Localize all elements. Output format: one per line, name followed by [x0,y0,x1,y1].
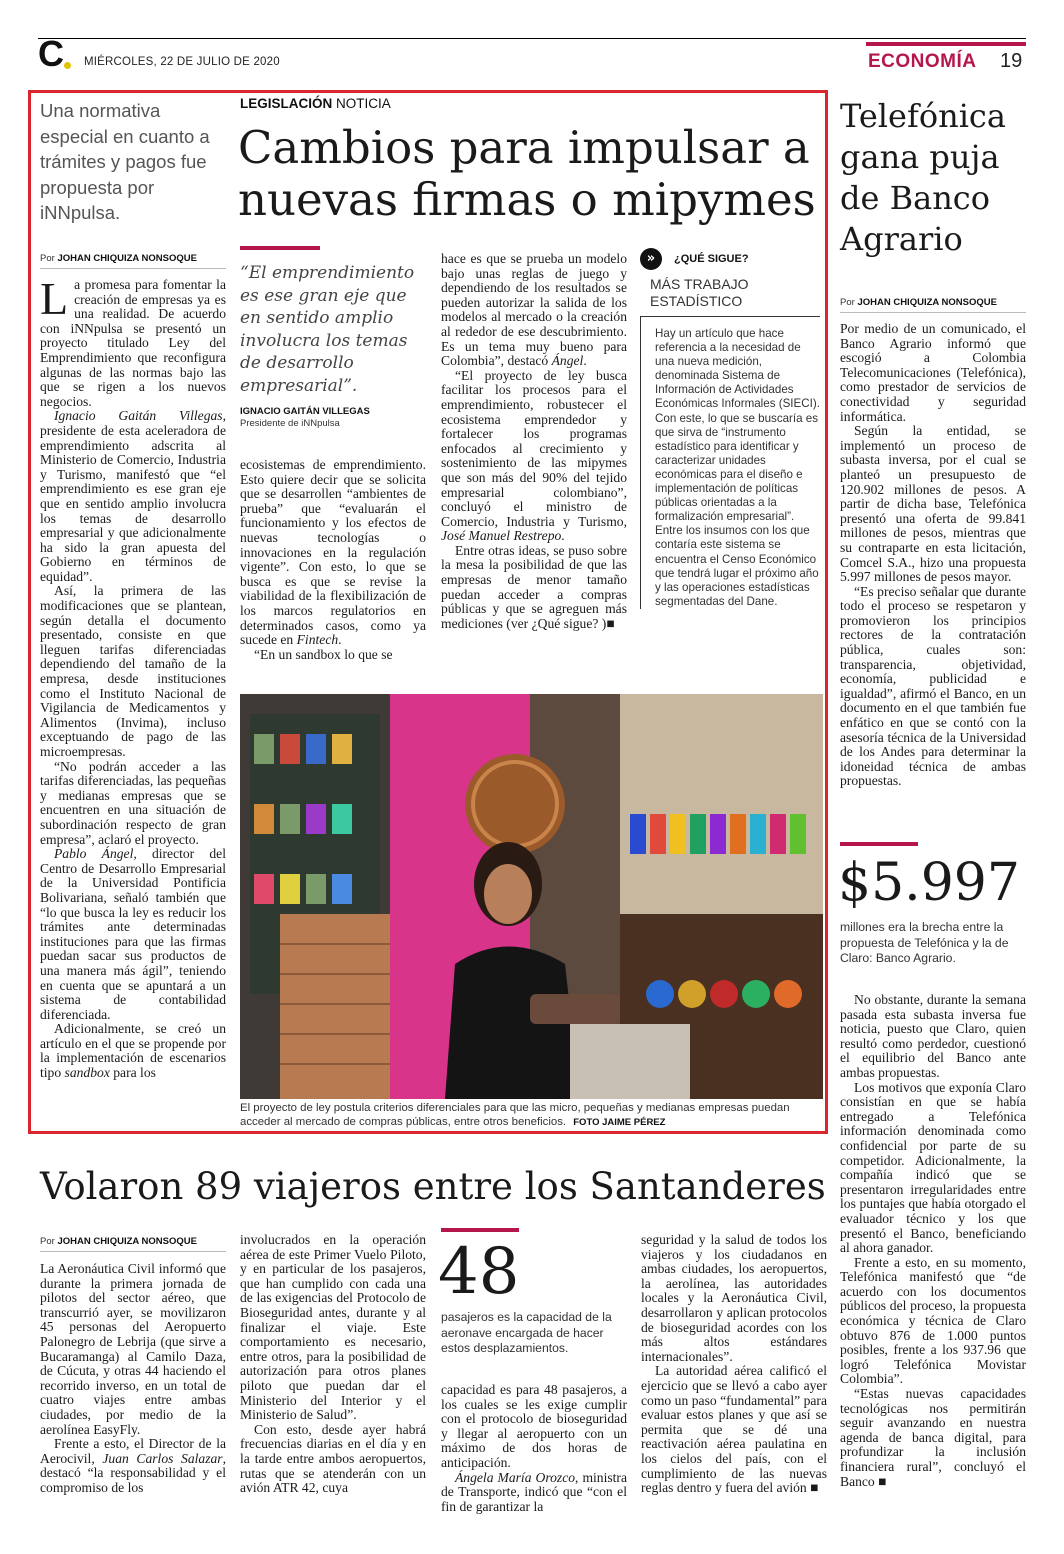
bottom-headline: Volaron 89 viajeros entre los Santanderes [40,1165,826,1208]
sidebar-next-steps [640,248,820,609]
chevron-right-icon: » [640,248,662,270]
section-rule [866,42,1026,46]
right-col-top: Por medio de un comunicado, el Banco Agrario informó que escogió a Colombia Telecomunicaciones (Telefónica), como prestador de servicios de conectividad y seguridad informática. Según la entidad, se implementó un proceso de subasta inversa, por el cual se planteó un presupuesto de 120.902 millones de pesos. A partir de dicha base, Telefónica presentó una oferta de 99.841 millones de pesos, mientras que su contraparte en esta licitación, Comcel S.A., hizo una propuesta 5.997 millones de pesos mayor. “Es preciso señalar que durante todo el proceso se respetaron y promovieron los principios rectores de la contratación pública, cuales son: transparencia, objetividad, economía, publicidad e igualdad”, afirmó el Banco, en un documento en el que también fue enfático en que se contó con la asesoría técnica de la Universidad de los Andes para determinar la idoneidad técnica de ambas propuestas. [840,321,1026,789]
kicker-bold: LEGISLACIÓN [240,96,333,111]
header-date: MIÉRCOLES, 22 DE JULIO DE 2020 [84,56,280,68]
section-name: ECONOMÍA [868,51,977,72]
photo-caption: El proyecto de ley postula criterios diferenciales para que las micro, pequeñas y medianas empresas puedan acceder al mercado de compras públicas, entre otros beneficios. FOTO JAIME PÉREZ [240,1102,790,1128]
logo-letter: C [38,33,64,74]
bottom-number-rule [441,1228,519,1232]
article-summary: Una normativa especial en cuanto a trámites y pagos fue propuesta por iNNpulsa. [40,100,210,223]
article-kicker [240,96,391,111]
photo-credit: FOTO JAIME PÉREZ [573,1116,666,1128]
dropcap: L [40,273,69,324]
pull-quote: “El emprendimiento es ese gran eje que en sentido amplio involucra los temas de desarrollo empresarial”. [240,263,415,396]
page-number: 19 [1000,50,1023,72]
right-big-number: $5.997 [838,853,1020,913]
main-col-1: La promesa para fomentar la creación de empresas ya es una realidad. De acuerdo con iNNpulsa se presentó un proyecto titulado Ley del Emprendimiento que reconfigura algunas de las normas bajo las que se rigen a los nuevos negocios. Ignacio Gaitán Villegas, presidente de esta aceleradora de emprendimiento adscrita al Ministerio de Comercio, Industria y Turismo, manifestó que “el emprendimiento es ese gran eje que en sentido amplio involucra los temas de desarrollo empresarial y que adicionalmente ha sido la gran apuesta del Gobierno en términos de equidad”. Así, la primera de las modificaciones que se plantean, según detalla el documento presentado, consiste en que lleguen tarifas diferenciadas dependiendo del tamaño de la empresa, desde instituciones como el Instituto Nacional de Vigilancia de Medicamentos y Alimentos (Invima), incluso exceptuando de pago de las microempresas. “No podrán acceder a las tarifas diferenciadas, las pequeñas y medianas empresas que se encuentren en una situación de subordinación respecto de gran empresa”, aclaró el proyecto. Pablo Ángel, director del Centro de Desarrollo Empresarial de la Universidad Pontificia Bolivariana, señaló también que “lo que busca la ley es reducir los trámites ante determinadas instituciones para que las firmas puedan sacar sus productos de una manera más ágil”, teniendo en cuenta que se apuntará a un sistema de contabilidad diferenciada. Adicionalmente, se creó un artículo en el que se propende por la implementación de escenarios tipo sandbox para los [40,273,226,1081]
main-col-3: hace es que se prueba un modelo bajo unas reglas de juego y dependiendo de los resultados se pueden autorizar la salida de los modelos al mercado o la creación al rededor de ese descubrimiento. Es un tema muy bueno para Colombia”, destacó Ángel. “El proyecto de ley busca facilitar los procesos para el emprendimiento, robustecer el ecosistema emprendedor y fortalecer los programas enfocados al crecimiento y sostenimiento de las mipymes que son más del 90% del tejido empresarial colombiano”, concluyó el ministro de Comercio, Industria y Turismo, José Manuel Restrepo. Entre otras ideas, se puso sobre la mesa la posibilidad de que las empresas de menor tamaño puedan acceder a compras públicas y que se agreguen más mediciones (ver ¿Qué sigue? )■ [441,251,627,631]
bottom-col-2: involucrados en la operación aérea de este Primer Vuelo Piloto, y en particular de los pasajeros, que han cumplido con cada una de las exigencias del Protocolo de Bioseguridad antes, durante y al finalizar el viaje. Este comportamiento es necesario, entre otros, para la posibilidad de autorización para otros planes piloto que puedan dar el Ministerio del Interior y el Ministerio de Salud”. Con esto, desde ayer habrá frecuencias diarias en el día y en la tarde entre ambos aeropuertos, rutas que se atenderán con un avión ATR 42, cuya [240,1232,426,1496]
bottom-col-4: seguridad y la salud de todos los viajeros y los ciudadanos en ambas ciudades, los aeropuertos, la aerolínea, las autoridades locales y la Aeronáutica Civil, desarrollaron y aplican protocolos de bioseguridad acordes con los más altos estándares internacionales”. La autoridad aérea calificó el ejercicio que se llevó a cabo ayer como un paso “fundamental” para evaluar estos planes y que así se permita que se dé una reactivación aérea paulatina en los cielos del país, con el cumplimiento de las nuevas reglas dentro y fuera del avión ■ [641,1232,827,1496]
right-byline-rule [840,312,1026,313]
quote-name: IGNACIO GAITÁN VILLEGAS [240,406,370,417]
bottom-byline-rule [40,1251,226,1252]
bottom-col-3: capacidad es para 48 pasajeros, a los cuales se les exige cumplir con el protocolo de bioseguridad y llegar al aeropuerto con un máximo de dos horas de anticipación. Ángela María Orozco, ministra de Transporte, indicó que “con el fin de garantizar la [441,1382,627,1514]
shop-photo-illustration [240,694,823,1099]
byline-name: JOHAN CHIQUIZA NONSOQUE [57,253,197,264]
right-big-number-caption: millones era la brecha entre la propuesta de Telefónica y la de Claro: Banco Agrario. [840,920,1009,965]
quote-rule [240,246,320,250]
byline-rule [40,268,226,269]
right-byline: Por JOHAN CHIQUIZA NONSOQUE [840,297,997,308]
header-rule [38,38,1026,39]
main-byline: Por JOHAN CHIQUIZA NONSOQUE [40,253,197,264]
sidebar-text: Hay un artículo que hace referencia a la necesidad de una nueva medición, denominada Sistema de Información de Actividades Económicas Informales (SIECI). Con este, lo que se buscaría es que sirva de “instrumento estadístico para identificar y caracterizar unidades económicas para el diseño e implementación de políticas públicas orientadas a la formalización empresarial”. Entre los insumos con los que contaría este sistema se encuentra el Censo Económico que tendrá lugar el próximo año y las operaciones estadísticas segmentadas del Dane. [655,327,820,608]
right-col-bottom: No obstante, durante la semana pasada esta subasta inversa fue noticia, puesto que Claro, quien resultó como perdedor, cuestionó el equilibrio del Banco ante ambas propuestas. Los motivos que exponía Claro consistían en que se había entregado a Telefónica información denominada como confidencial por parte de su competidor. Adicionalmente, la compañía indicó que se presentaron irregularidades entre los puntajes que había otorgado el evaluador técnico y los que presentó el Banco, beneficiando al ahora ganador. Frente a esto, en su momento, Telefónica manifestó que “de acuerdo con los documentos públicos del proceso, la propuesta económica y técnica de Claro obtuvo 876 de 1.000 puntos posibles, frente a los 937.96 que logró Telefónica Movistar Colombia”. “Estas nuevas capacidades tecnológicas nos permitirán seguir avanzando en nuestra agenda de banca digital, para profundizar la inclusión financiera rural”, concluyó el Banco ■ [840,992,1026,1489]
sidebar-header [640,248,820,270]
main-col-2: ecosistemas de emprendimiento. Esto quiere decir que se solicita que se desarrollen “ambientes de prueba” que “evaluarán el funcionamiento y los efectos de nuevas tecnologías o innovaciones en la regulación vigente”. Con esto, lo que se busca es que se revise la viabilidad de la flexibilización de los marcos regulatorios en determinados casos, como ya sucede en Fintech. “En un sandbox lo que se [240,457,426,662]
bottom-byline: Por JOHAN CHIQUIZA NONSOQUE [40,1236,197,1247]
main-headline: Cambios para impulsar a nuevas firmas o mipymes [238,121,816,226]
bottom-col-1: La Aeronáutica Civil informó que durante la primera jornada de pilotos del sector aéreo, que transcurrió ayer, se movilizaron 45 personas del Aeropuerto Palonegro de Lebrija (que sirve a Bucaramanga) al Camilo Daza, de Cúcuta, y otras 44 haciendo el recorrido inverso, en un total de cuatro viajes entre ambas ciudades, por medio de la aerolínea EasyFly. Frente a esto, el Director de la Aerocivil, Juan Carlos Salazar, destacó “la responsabilidad y el compromiso de los [40,1261,226,1495]
logo-dot [64,62,71,69]
kicker-rest: NOTICIA [336,96,391,111]
quote-role: Presidente de iNNpulsa [240,418,340,429]
article-photo [240,694,823,1099]
sidebar-title: MÁS TRABAJO ESTADÍSTICO [650,276,749,309]
sidebar-label: ¿QUÉ SIGUE? [674,253,749,265]
bottom-big-number: 48 [438,1235,520,1309]
bottom-big-number-caption: pasajeros es la capacidad de la aeronave encargada de hacer estos desplazamientos. [441,1310,612,1355]
right-headline: Telefónica gana puja de Banco Agrario [840,97,1006,258]
right-number-rule [840,842,918,846]
sidebar-body [640,316,820,609]
